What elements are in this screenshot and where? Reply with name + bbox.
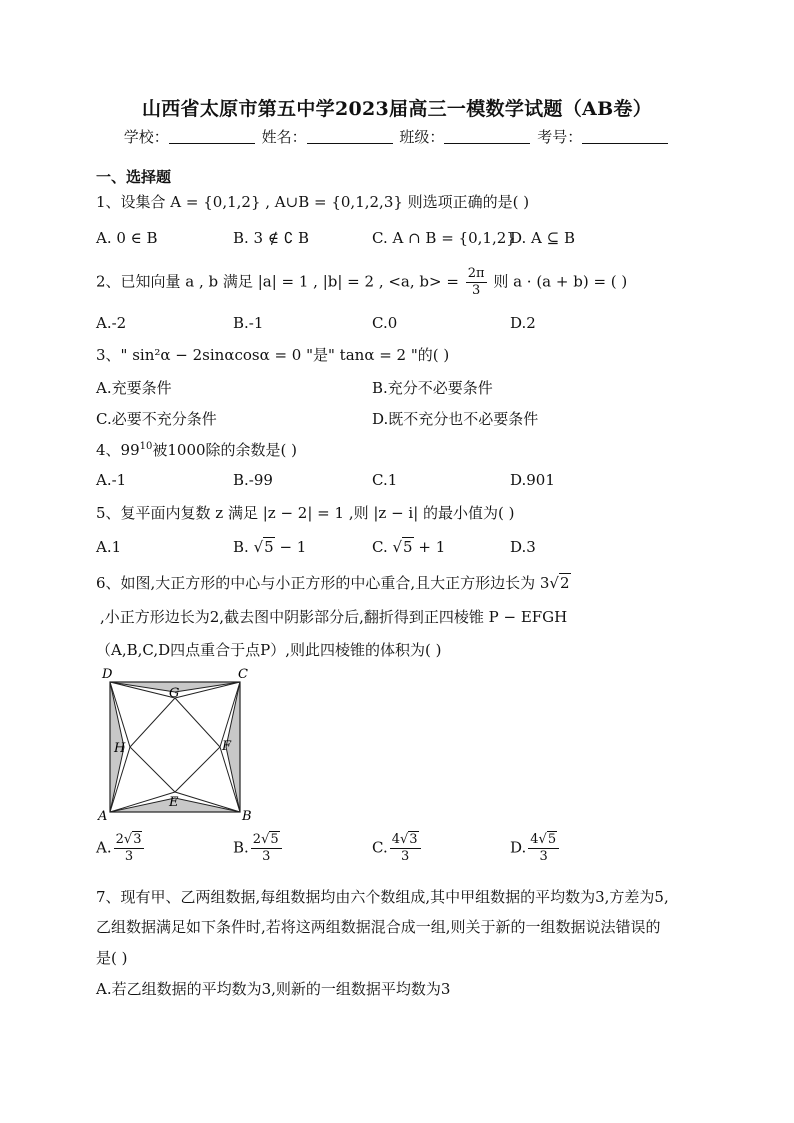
question-2-stem: [96, 266, 627, 299]
label-h: H: [114, 741, 126, 756]
q4-option-c: C.1: [372, 471, 398, 489]
question-7-line-3: 是( ): [96, 949, 128, 967]
q1-option-c: C. A ∩ B = {0,1,2}: [372, 229, 516, 247]
q1-option-b: B. 3 ∉ ∁ B: [233, 229, 310, 247]
question-3-stem: 3、" sin²α − 2sinαcosα = 0 "是" tanα = 2 "的( ): [96, 346, 450, 364]
question-6-line-1: 6、如图,大正方形的中心与小正方形的中心重合,且大正方形边长为 3√2: [96, 574, 570, 592]
q3-option-c: C.必要不充分条件: [96, 410, 217, 428]
label-c: C: [238, 667, 248, 682]
q5-option-b: B. √5 − 1: [233, 538, 307, 556]
question-6-line-3: （A,B,C,D四点重合于点P）,则此四棱锥的体积为( ): [96, 641, 442, 659]
q6-option-a: A. $\frac{2√3}{3}$: [96, 832, 146, 865]
name-label: 姓名：: [261, 128, 307, 146]
label-e: E: [169, 795, 179, 810]
q2-option-a: A.-2: [96, 314, 127, 332]
q5-option-c: C. √5 + 1: [372, 538, 446, 556]
label-b: B: [242, 809, 252, 824]
q2-stem-post: 则 a · (a + b) = ( ): [493, 272, 628, 291]
q4-option-b: B.-99: [233, 471, 273, 489]
q2-fraction: $\frac{2\pi}{3}$: [467, 266, 485, 298]
q6-option-d: D. $\frac{4√5}{3}$: [510, 832, 561, 865]
q4-exponent: 10: [139, 441, 153, 452]
q4-stem-pre: 4、99: [96, 441, 140, 459]
q3-option-b: B.充分不必要条件: [372, 379, 493, 397]
exam-no-label: 考号：: [537, 128, 583, 146]
q3-option-a: A.充要条件: [96, 379, 172, 397]
q4-option-a: A.-1: [96, 471, 127, 489]
student-info-line: [0, 126, 794, 147]
q4-stem-post: 被1000除的余数是( ): [152, 441, 298, 459]
section-heading: 一、选择题: [96, 168, 172, 186]
q2-option-d: D.2: [510, 314, 536, 332]
q2-option-b: B.-1: [233, 314, 264, 332]
label-f: F: [222, 739, 232, 754]
exam-no-blank[interactable]: [582, 129, 668, 144]
q5-option-d: D.3: [510, 538, 536, 556]
class-label: 班级：: [399, 128, 445, 146]
question-7-line-1: 7、现有甲、乙两组数据,每组数据均由六个数组成,其中甲组数据的平均数为3,方差为5,: [96, 888, 669, 906]
q2-stem-pre: 2、已知向量 a , b 满足 |a| = 1 , |b| = 2 , <a, b> =: [96, 272, 459, 291]
name-blank[interactable]: [307, 129, 393, 144]
q1-option-a: A. 0 ∈ B: [96, 229, 158, 247]
school-label: 学校：: [123, 128, 169, 146]
school-blank[interactable]: [169, 129, 255, 144]
q3-option-d: D.既不充分也不必要条件: [372, 410, 539, 428]
small-square: [130, 698, 220, 792]
q6-option-c: C. $\frac{4√3}{3}$: [372, 832, 423, 865]
q5-option-a: A.1: [96, 538, 122, 556]
q4-option-d: D.901: [510, 471, 555, 489]
q7-option-a: A.若乙组数据的平均数为3,则新的一组数据平均数为3: [96, 980, 451, 998]
square-pyramid-net-figure: [96, 664, 266, 824]
exam-title: 山西省太原市第五中学2023届高三一模数学试题（AB卷）: [141, 98, 653, 120]
label-a: A: [98, 809, 108, 824]
label-d: D: [102, 667, 113, 682]
class-blank[interactable]: [444, 129, 530, 144]
question-1-stem: 1、设集合 A = {0,1,2} , A∪B = {0,1,2,3} 则选项正确的是( ): [96, 193, 530, 211]
q1-option-d: D. A ⊆ B: [510, 229, 575, 247]
q6-option-b: B. $\frac{2√5}{3}$: [233, 832, 284, 865]
q2-option-c: C.0: [372, 314, 398, 332]
question-7-line-2: 乙组数据满足如下条件时,若将这两组数据混合成一组,则关于新的一组数据说法错误的: [96, 918, 661, 936]
question-6-line-2: ,小正方形边长为2,截去图中阴影部分后,翻折得到正四棱锥 P − EFGH: [100, 608, 568, 626]
question-5-stem: 5、复平面内复数 z 满足 |z − 2| = 1 ,则 |z − i| 的最小值为( ): [96, 504, 515, 522]
question-4-stem: [96, 439, 297, 460]
label-g: G: [169, 686, 180, 701]
